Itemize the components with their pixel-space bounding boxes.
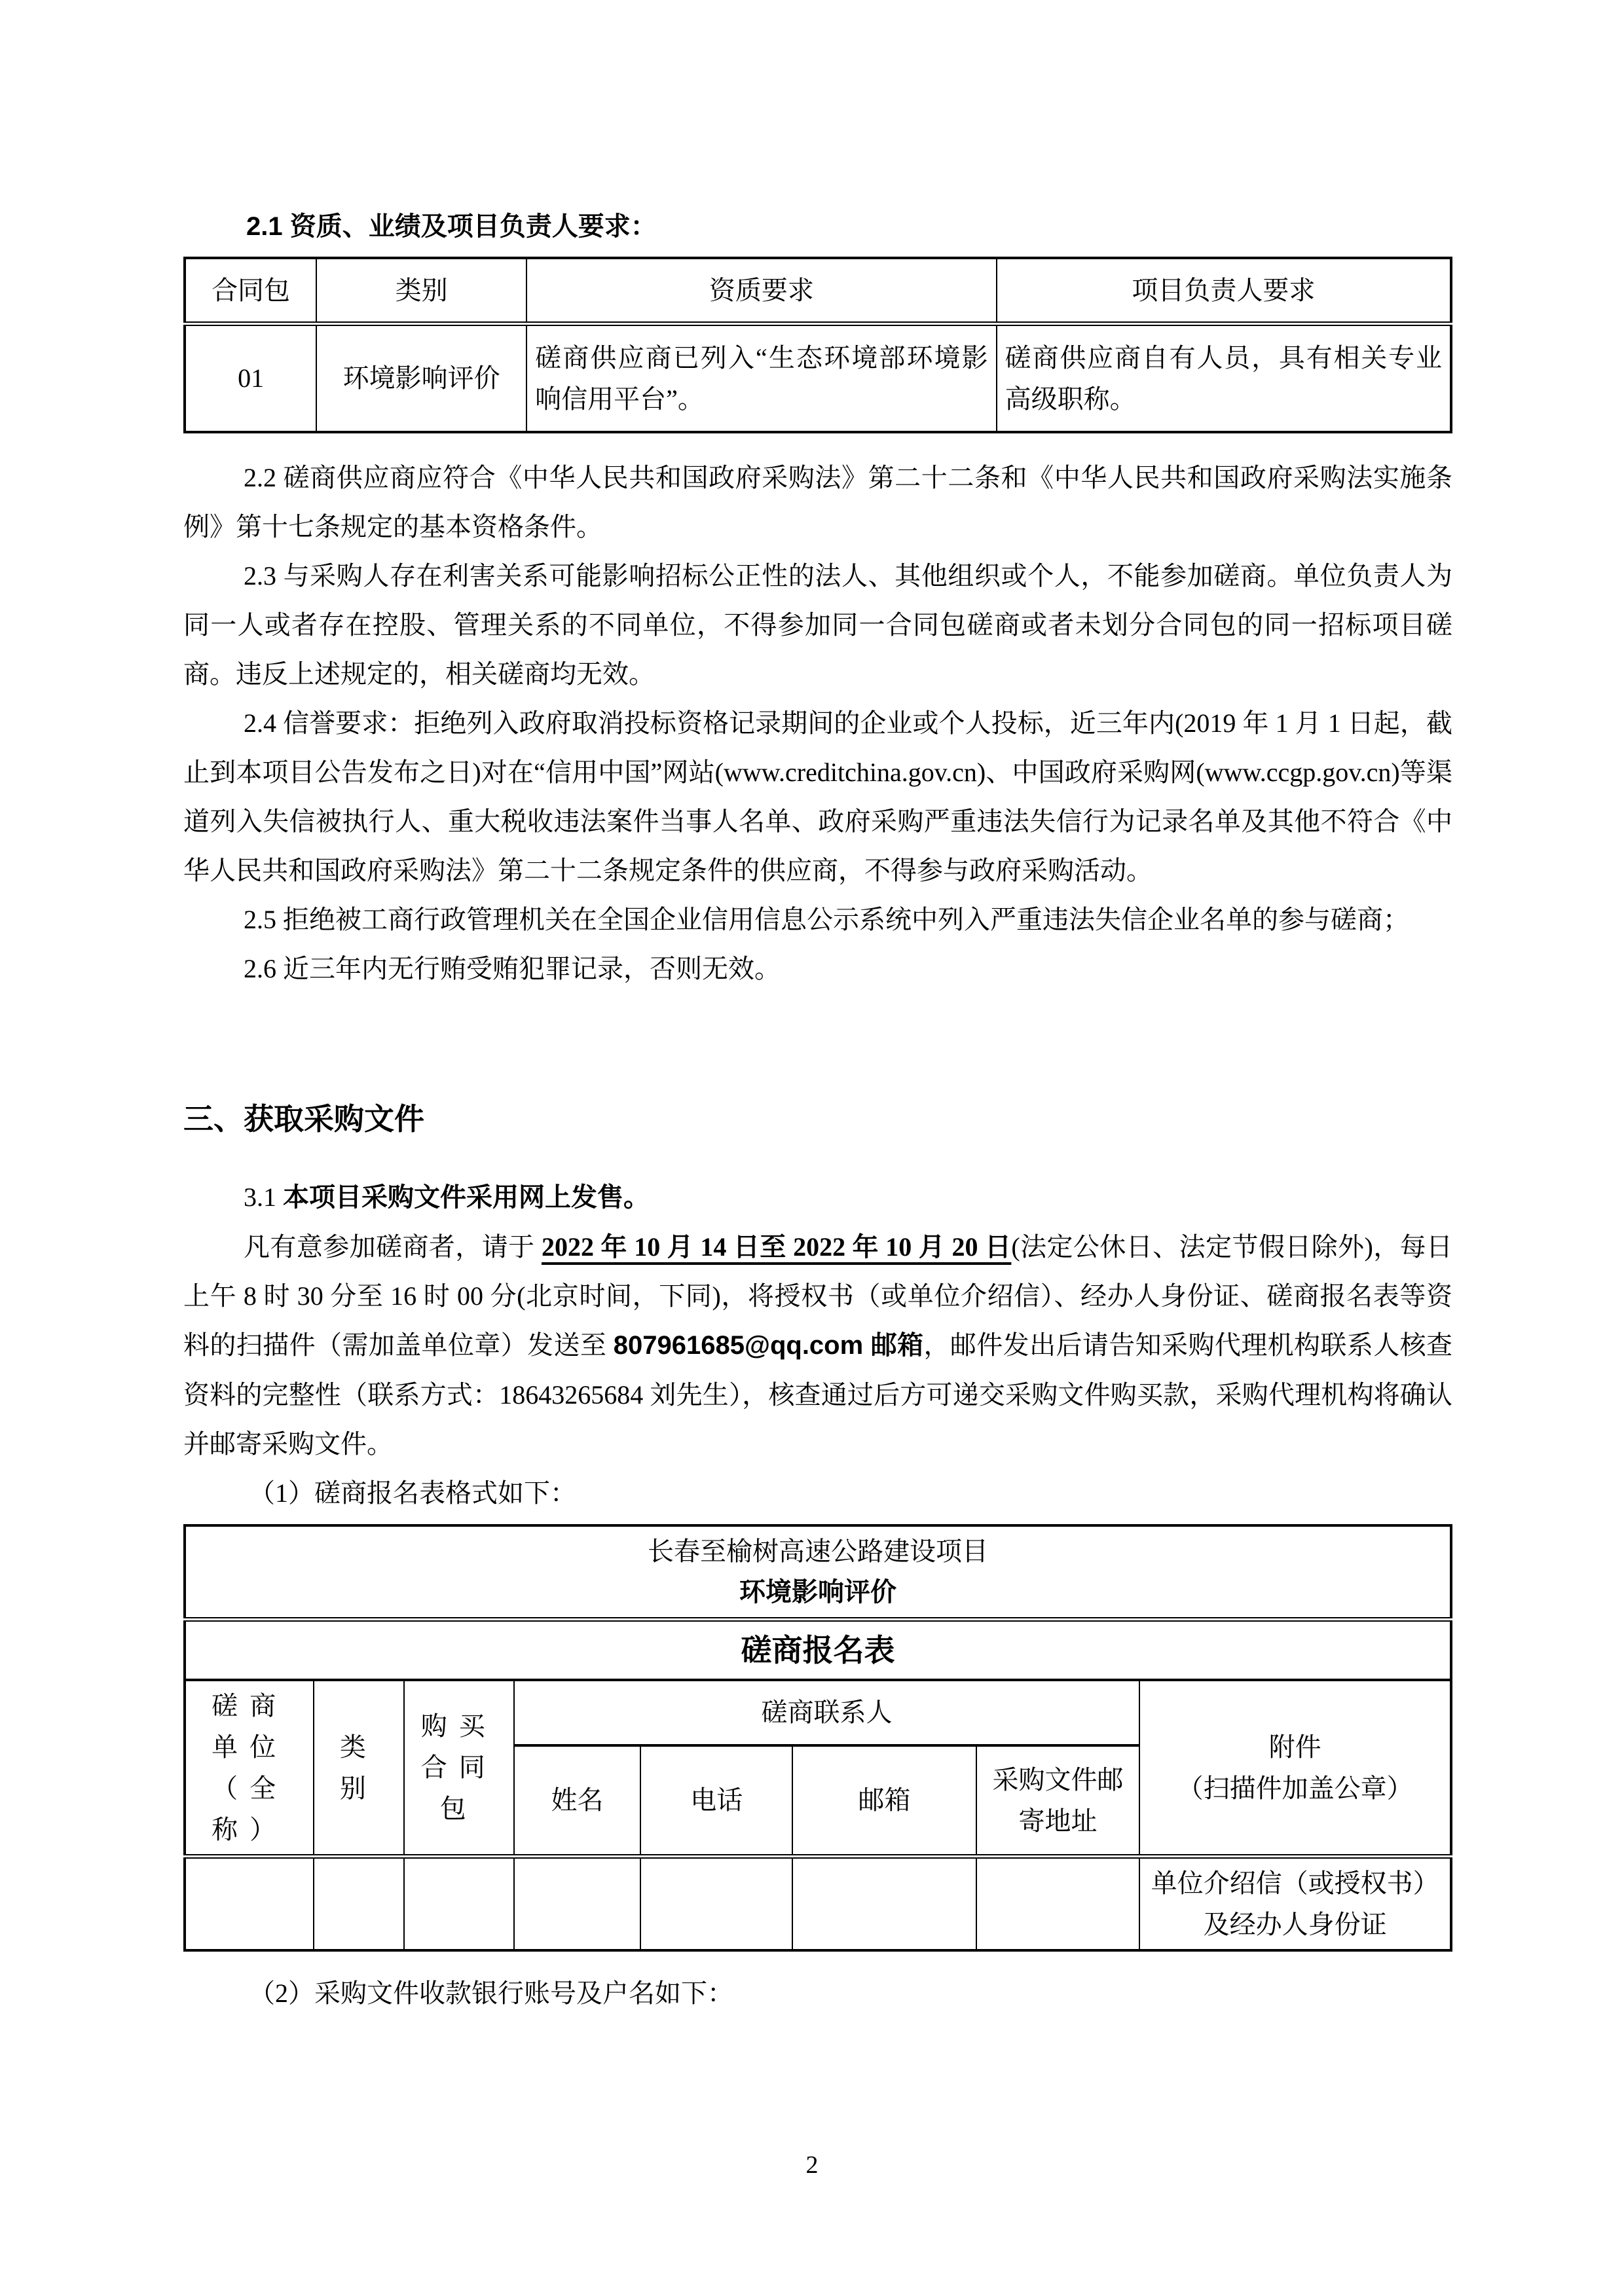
section-3-heading: 三、获取采购文件 xyxy=(183,1102,424,1136)
enrollment-date-range: 2022 年 10 月 14 日至 2022 年 10 月 20 日 xyxy=(541,1232,1012,1262)
signup-header-contact-group: 磋商联系人 xyxy=(514,1680,1139,1746)
signup-empty-cell-package xyxy=(404,1856,514,1950)
enrollment-seg1: 凡有意参加磋商者，请于 xyxy=(244,1232,542,1262)
signup-header-attachment-line2: （扫描件加盖公章） xyxy=(1177,1773,1413,1803)
list-item-2: （2）采购文件收款银行账号及户名如下： xyxy=(249,1978,733,2008)
paragraph-2-3: 2.3 与采购人存在利害关系可能影响招标公正性的法人、其他组织或个人，不能参加磋商。单位负责人为同一人或者存在控股、管理关系的不同单位，不得参加同一合同包磋商或者未划分合同包的同一招标项目磋商。违反上述规定的，相关磋商均无效。 xyxy=(183,561,1452,689)
signup-attachment-value: 单位介绍信（或授权书）及经办人身份证 xyxy=(1139,1856,1451,1950)
signup-data-row xyxy=(185,1856,1451,1950)
enrollment-email-address: 807961685@qq.com 邮箱 xyxy=(613,1331,924,1360)
qual-cell-qualification: 磋商供应商已列入“生态环境部环境影响信用平台”。 xyxy=(526,323,997,432)
qualification-requirements-table xyxy=(183,257,1452,433)
qual-header-project-leader: 项目负责人要求 xyxy=(997,258,1451,323)
qual-header-contract-package: 合同包 xyxy=(185,258,316,323)
signup-form-title: 磋商报名表 xyxy=(185,1620,1451,1680)
signup-form-title-row xyxy=(185,1620,1451,1680)
signup-header-attachment-line1: 附件 xyxy=(1268,1732,1321,1762)
enrollment-seg3: ，邮件发出后请告知采购代理机构联系人核查资料的完整性（联系方式：18643265684 刘先生），核查通过后方可递交采购文件购买款，采购代理机构将确认并邮寄采购文件。 xyxy=(183,1330,1453,1459)
signup-header-row-1 xyxy=(185,1680,1451,1746)
signup-project-title-cell xyxy=(185,1525,1451,1620)
paragraph-3-1-bold-text: 本项目采购文件采用网上发售。 xyxy=(283,1183,650,1212)
signup-empty-cell-address xyxy=(976,1856,1139,1950)
signup-table-title-row xyxy=(185,1525,1451,1620)
paragraph-enrollment xyxy=(183,1222,1452,1468)
signup-empty-cell-category xyxy=(314,1856,403,1950)
paragraph-2-5: 2.5 拒绝被工商行政管理机关在全国企业信用信息公示系统中列入严重违法失信企业名单的参与磋商； xyxy=(244,905,1409,934)
qualification-table-header-row xyxy=(185,258,1451,323)
signup-header-attachment xyxy=(1139,1680,1451,1857)
qual-header-qualification: 资质要求 xyxy=(526,258,997,323)
paragraph-2-2: 2.2 磋商供应商应符合《中华人民共和国政府采购法》第二十二条和《中华人民共和国政府采购法实施条例》第十七条规定的基本资格条件。 xyxy=(183,463,1452,541)
signup-project-subtitle: 环境影响评价 xyxy=(739,1578,896,1607)
signup-header-contact-phone: 电话 xyxy=(640,1745,792,1856)
signup-header-unit: 磋商单位（全称） xyxy=(185,1680,314,1857)
signup-empty-cell-email xyxy=(792,1856,976,1950)
signup-form-table xyxy=(183,1524,1452,1952)
signup-empty-cell-unit xyxy=(185,1856,314,1950)
paragraph-2-6: 2.6 近三年内无行贿受贿犯罪记录，否则无效。 xyxy=(244,954,781,983)
qual-cell-contract-package: 01 xyxy=(185,323,316,432)
page-number: 2 xyxy=(805,2151,819,2179)
signup-project-name: 长春至榆树高速公路建设项目 xyxy=(648,1537,988,1566)
qual-header-category: 类别 xyxy=(316,258,526,323)
paragraph-2-4: 2.4 信誉要求：拒绝列入政府取消投标资格记录期间的企业或个人投标，近三年内(2019 年 1 月 1 日起，截止到本项目公告发布之日)对在“信用中国”网站(www.creditchina.gov.cn)、中国政府采购网(www.ccgp.gov.cn)等渠道列入失信被执行人、重大税收违法案件当事人名单、政府采购严重违法失信行为记录名单及其他不符合《中华人民共和国政府采购法》第二十二条规定条件的供应商，不得参与政府采购活动。 xyxy=(183,708,1452,885)
list-item-1: （1）磋商报名表格式如下： xyxy=(249,1478,576,1508)
qual-cell-category: 环境影响评价 xyxy=(316,323,526,432)
qualification-table-data-row xyxy=(185,323,1451,432)
signup-empty-cell-phone xyxy=(640,1856,792,1950)
qual-cell-project-leader: 磋商供应商自有人员，具有相关专业高级职称。 xyxy=(997,323,1451,432)
signup-empty-cell-name xyxy=(514,1856,640,1950)
paragraph-3-1 xyxy=(183,1173,1452,1222)
page-content xyxy=(183,208,1452,2018)
paragraph-3-1-number: 3.1 xyxy=(244,1182,283,1212)
section-2-1-heading: 2.1 资质、业绩及项目负责人要求： xyxy=(246,212,657,241)
signup-header-package: 购买合同包 xyxy=(404,1680,514,1857)
signup-header-category: 类别 xyxy=(314,1680,403,1857)
enrollment-seg2: (法定公休日、法定节假日除外)，每日上午 8 时 30 分至 16 时 00 分(北京时间，下同)，将授权书（或单位介绍信）、经办人身份证、磋商报名表等资料的扫描件（需加盖单位章）发送至 xyxy=(183,1232,1453,1360)
signup-header-mailing-address: 采购文件邮寄地址 xyxy=(976,1745,1139,1856)
signup-header-contact-email: 邮箱 xyxy=(792,1745,976,1856)
signup-header-contact-name: 姓名 xyxy=(514,1745,640,1856)
